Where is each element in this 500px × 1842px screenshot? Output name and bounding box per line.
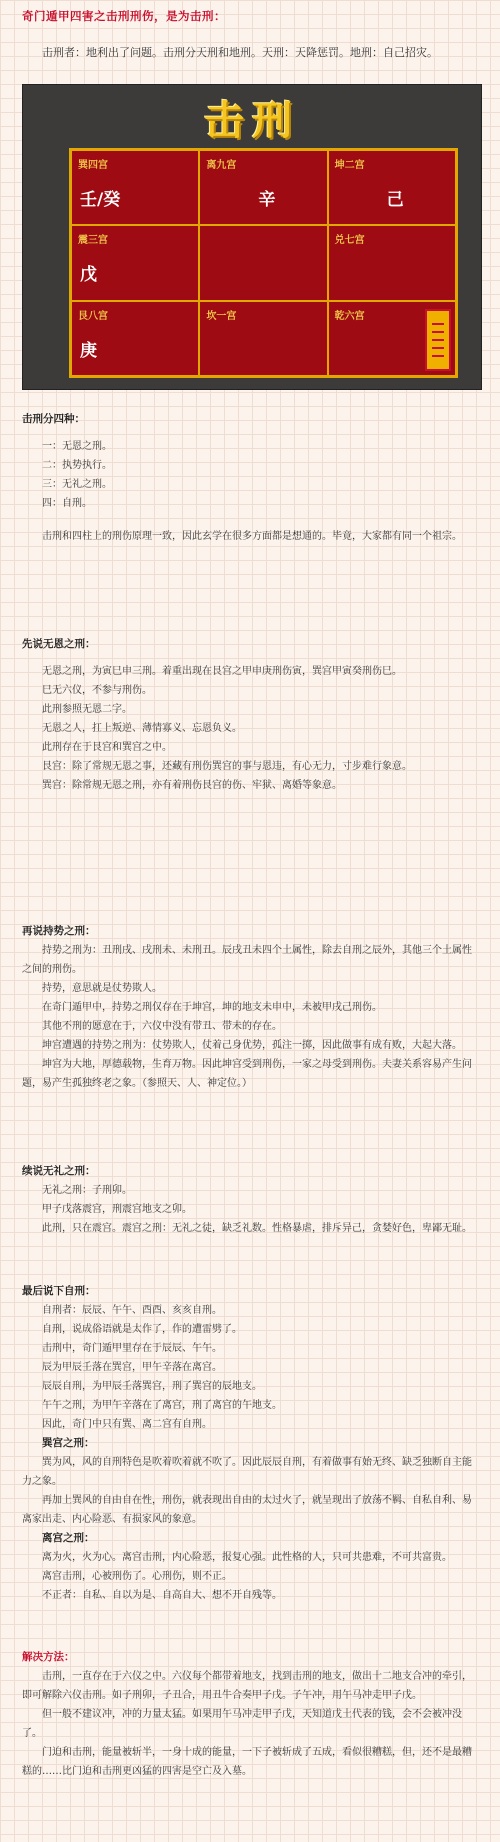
paragraph: 不正者：自私、自以为是、自高自大、想不开自残等。 [42, 1590, 282, 1601]
palace-cell [71, 150, 199, 225]
paragraph: 艮宫：除了常规无恩之事，还藏有刑伤巽宫的事与恩违，有心无力，寸步难行象意。 [42, 761, 412, 772]
palace-label: 震三宫 [78, 235, 108, 247]
paragraph: 巽宫：除常规无恩之刑，亦有着刑伤艮宫的伤、牢狱、离婚等象意。 [42, 780, 342, 791]
palace-label: 坤二宫 [334, 160, 365, 171]
palace-cell [328, 301, 456, 376]
paragraph: 无恩之人，扛上叛逆、薄情寡义、忘恩负义。 [42, 723, 242, 734]
section-heading: 先说无恩之刑： [22, 638, 96, 650]
paragraph: 辰为甲辰壬落在巽宫，甲午辛落在离宫。 [42, 1362, 222, 1373]
paragraph: 无恩之刑，为寅巳申三刑。着重出现在艮宫之甲申庚刑伤寅，巽宫甲寅癸刑伤巳。 [42, 666, 402, 677]
paragraph: 击刑和四柱上的刑伤原理一致，因此玄学在很多方面都是想通的。毕竟，大家都有同一个祖宗。 [42, 531, 462, 542]
palace-cell [71, 301, 199, 376]
paragraph: 持势，意思就是仗势欺人。 [42, 983, 162, 994]
paragraph: 坤宫遭遇的持势之刑为：仗势欺人，仗着己身优势，孤注一掷，因此做事有成有败，大起大落。 [42, 1040, 462, 1051]
section-heading: 续说无礼之刑： [22, 1165, 96, 1177]
section-solution [22, 1648, 480, 1781]
paragraph: 此刑存在于艮宫和巽宫之中。 [42, 742, 172, 753]
paragraph: 因此，奇门中只有巽、离二宫有自刑。 [42, 1419, 212, 1430]
paragraph: 自刑，说成俗语就是太作了，作的遭雷劈了。 [42, 1324, 242, 1335]
list-item: 二：执势执行。 [42, 460, 112, 471]
palace-label: 乾六宫 [334, 310, 365, 322]
paragraph: 离为火，火为心。离宫击刑，内心险恶，报复心强。此性格的人，只可共患难，不可共富贵。 [42, 1552, 452, 1563]
palace-cell [328, 150, 456, 225]
palace-label: 离九宫 [206, 160, 237, 171]
list-item: 一：无恩之刑。 [42, 441, 112, 452]
paragraph: 此刑参照无恩二字。 [42, 704, 132, 715]
paragraph: 门迫和击刑，能量被斩半，一身十成的能量，一下子被斩成了五成，看似很糟糕，但，还不是最糟糕的……比门迫和击刑更凶猛的四害是空亡及入墓。 [22, 1747, 472, 1777]
stem-label: 己 [386, 190, 404, 210]
palace-label: 艮八宫 [78, 310, 108, 322]
palace-cell [199, 150, 327, 225]
paragraph: 辰辰自刑，为甲辰壬落巽宫，刑了巽宫的辰地支。 [42, 1381, 262, 1392]
stem-label: 庚 [80, 340, 97, 361]
section-wuen [22, 635, 480, 795]
paragraph: 击刑，一直存在于六仪之中。六仪每个都带着地支，找到击刑的地支，做出十二地支合冲的牵引，即可解除六仪击刑。如子刑卯，子丑合，用丑牛合奏甲子戊。子午冲，用午马冲走甲子戊。 [22, 1671, 472, 1701]
palace-label: 兑七宫 [334, 235, 365, 247]
section-heading: 再说持势之刑： [22, 925, 96, 937]
palace-cell-center [199, 225, 327, 300]
list-item: 四：自刑。 [42, 498, 92, 509]
paragraph: 午午之刑，为甲午辛落在了离宫，刑了离宫的午地支。 [42, 1400, 282, 1411]
palace-grid [69, 148, 458, 378]
section-wuli [22, 1162, 480, 1238]
paragraph: 甲子戊落震宫，刑震宫地支之卯。 [42, 1204, 192, 1215]
paragraph: 在奇门遁甲中，持势之刑仅存在于坤宫，坤的地支未申中，未被甲戌己刑伤。 [42, 1002, 382, 1013]
paragraph: 离宫击刑，心被刑伤了。心刑伤，则不正。 [42, 1571, 232, 1582]
seal-stamp-icon [425, 309, 451, 371]
paragraph: 击刑中，奇门遁甲里存在于辰辰、午午。 [42, 1343, 222, 1354]
section-heading: 击刑分四种： [22, 413, 85, 425]
paragraph: 再加上巽风的自由自在性，刑伤，就表现出自由的太过火了，就呈现出了放荡不羁、自私自利、易离家出走、内心险恶、有损家风的象意。 [22, 1495, 472, 1525]
palace-cell [199, 301, 327, 376]
paragraph: 其他不刑的愿意在于，六仪中没有带丑、带未的存在。 [42, 1021, 282, 1032]
section-chishi [22, 922, 480, 1093]
stem-label: 戊 [80, 265, 97, 286]
sub-heading: 离宫之刑： [42, 1532, 95, 1544]
paragraph: 巳无六仪，不参与刑伤。 [42, 685, 152, 696]
paragraph: 坤宫为大地，厚德载物，生育万物。因此坤宫受到刑伤，一家之母受到刑伤。夫妻关系容易产生问题，易产生孤独终老之象。（参照天、人、神定位。） [22, 1059, 472, 1089]
section-zixing [22, 1282, 480, 1605]
jixing-diagram [22, 84, 482, 390]
section-types [22, 410, 480, 546]
paragraph: 巽为风，风的自刑特色是吹着吹着就不吹了。因此辰辰自刑，有着做事有始无终、缺乏独断自主能力之象。 [22, 1457, 472, 1487]
list-item: 三：无礼之刑。 [42, 479, 112, 490]
stem-label: 壬/癸 [80, 190, 121, 210]
sub-heading: 巽宫之刑： [42, 1437, 95, 1449]
paragraph: 自刑者：辰辰、午午、酉酉、亥亥自刑。 [42, 1305, 222, 1316]
paragraph: 持势之刑为：丑刑戌、戌刑未、未刑丑。辰戌丑未四个土属性，除去自刑之辰外，其他三个土属性之间的刑伤。 [22, 945, 472, 975]
paragraph: 此刑，只在震宫。震宫之刑：无礼之徒，缺乏礼数。性格暴虐，排斥异己，贪婪好色，卑鄙无耻。 [42, 1223, 472, 1234]
stem-label: 辛 [258, 190, 276, 210]
palace-label: 坎一宫 [206, 310, 237, 322]
palace-label: 巽四宫 [78, 160, 108, 171]
section-heading: 最后说下自刑： [22, 1285, 96, 1297]
section-heading: 解决方法： [22, 1651, 75, 1663]
article-title: 奇门遁甲四害之击刑刑伤，是为击刑： [22, 9, 226, 23]
paragraph: 无礼之刑：子刑卯。 [42, 1185, 132, 1196]
paragraph: 但一般不建议冲，冲的力量太猛。如果用午马冲走甲子戊，天知道戊土代表的钱，会不会被冲没了。 [22, 1709, 462, 1739]
palace-cell [328, 225, 456, 300]
palace-cell [71, 225, 199, 300]
diagram-title: 击刑 [204, 97, 300, 144]
intro-text: 击刑者：地利出了问题。击刑分天刑和地刑。天刑：天降惩罚。地刑：自己招灾。 [42, 46, 438, 59]
